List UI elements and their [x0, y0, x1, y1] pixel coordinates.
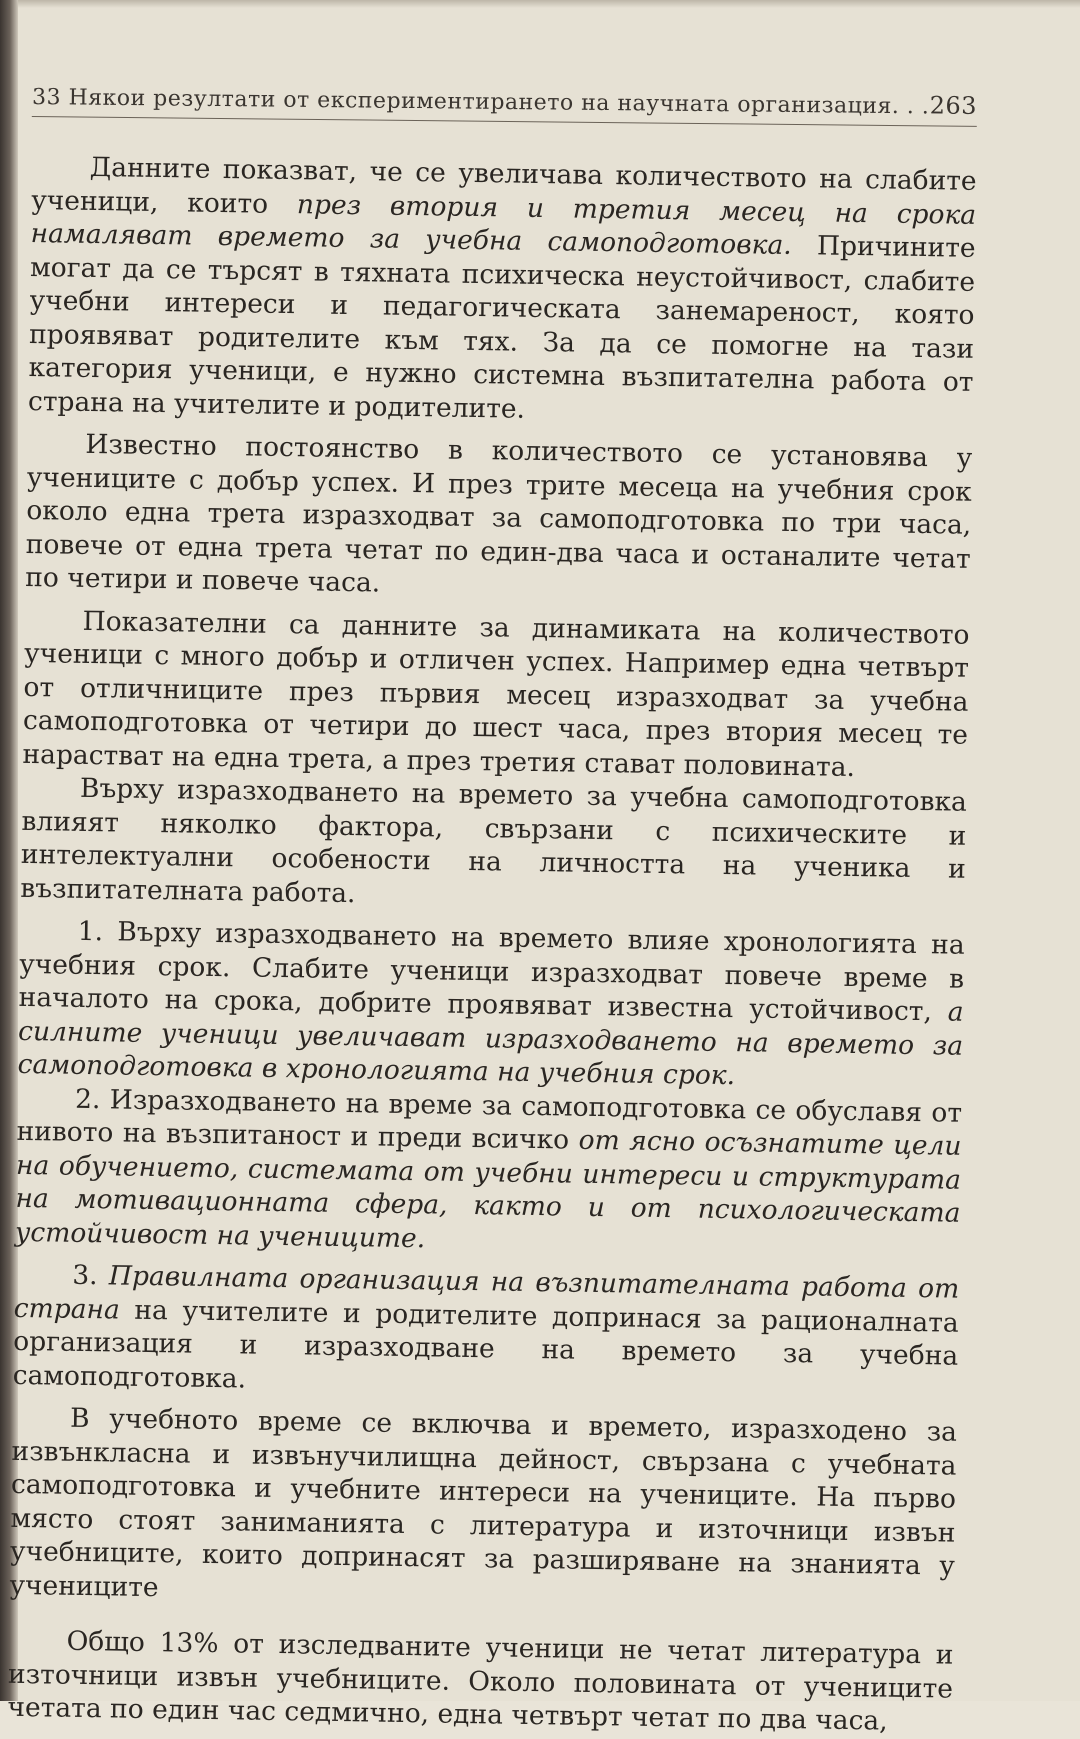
page-top-edge	[18, 0, 1080, 8]
page-number: 263	[929, 91, 978, 120]
running-header	[32, 82, 977, 127]
paragraph: В учебното време се включва и времето, изразходено за извънкласна и извънучилищна дейност, свързана с учебната самоподготовка и учебните интереси на учениците. На първо място стоят заниманията с литература и източници извън учебниците, които допринасят за разширяване на знанията у учениците	[9, 1402, 958, 1603]
body-text	[7, 150, 977, 1739]
paragraph: Общо 13% от изследваните ученици не четат литература и източници извън учебниците. Около половината от учениците четата по един час седмично, една четвърт четат по два часа,	[7, 1625, 954, 1737]
paragraph: Известно постоянство в количеството се установява у учениците с добър успех. И през трите месеца на учебния срок около една трета изразходват за самоподготовка по три часа, повече от една трета четат по един-два часа и останалите четат по четири и повече часа.	[25, 428, 973, 599]
numbered-paragraph: 2. Изразходването на време за самоподготовка се обуславя от нивото на възпитаност и преди всичко от ясно осъзнатите цели на обучението, системата от учебни интереси и структурата на мотивационната сфера, както и от психологическата устойчивост на учениците.	[14, 1083, 963, 1254]
numbered-paragraph: 1. Върху изразходването на времето влияе хронологията на учебния срок. Слабите ученици изразходват повече време в началото на срока, добрите проявяват известна устойчивост, а силните ученици увеличават изразходването на времето за самоподготовка в хронологията на учебния срок.	[17, 915, 965, 1092]
paragraph: Върху изразходването на времето за учебна самоподготовка влияят няколко фактора, свързани с психическите и интелектуални особености на личността на ученика и възпитателната работа.	[20, 772, 968, 909]
paragraph: Показателни са данните за динамиката на количеството ученици с много добър и отличен успех. Например една четвърт от отличниците през първия месец изразходват за учебна самоподготовка от четири до шест часа, през втория месец те нарастват на една трета, а през третия стават половината.	[22, 605, 970, 783]
numbered-paragraph: 3. Правилната организация на възпитателната работа от страна на учителите и родителите допринася за рационалната организация и изразходване на времето за учебна самоподготовка.	[12, 1259, 960, 1395]
paragraph: Данните показват, че се увеличава количеството на слабите ученици, които през втория и третия месец на срока намаляват времето за учебна самоподготовка. Причините могат да се търсят в тяхната психическа неустойчивост, слабите учебни интереси и педагогическата занемареност, която проявяват родителите към тях. За да се помогне на тази категория ученици, е нужно системна възпитателна работа от страна на учителите и родителите.	[27, 151, 977, 425]
running-header-title: 33 Някои резултати от експериментирането на научната организация. . .	[31, 85, 930, 120]
